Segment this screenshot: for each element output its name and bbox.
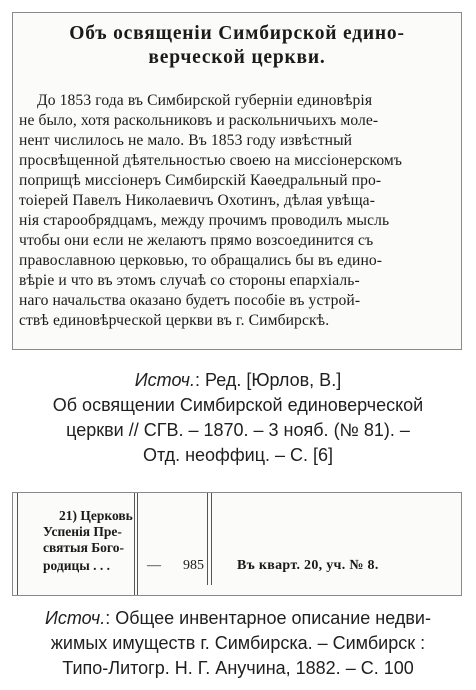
column-divider <box>134 493 135 595</box>
caption2-title: : Общее инвентарное описание недви- <box>105 608 431 628</box>
article-line: поприщѣ миссіонеръ Симбирскій Каѳедральный про- <box>19 172 382 189</box>
caption1-author: : Ред. [Юрлов, В.] <box>194 370 342 390</box>
inventory-entry-line: 21) Церковь <box>59 508 133 523</box>
caption2-line2: жимых имуществ г. Симбирска. – Симбирск : <box>50 633 426 653</box>
article-line: нія старообрядцамъ, между прочимъ проводилъ мысль <box>19 212 390 229</box>
inventory-entry-line: святыя Бого- <box>43 540 124 555</box>
column-divider <box>137 493 138 595</box>
article-title-line1: Объ освященіи Симбирской едино- <box>69 23 405 44</box>
inventory-number: 985 <box>183 558 204 573</box>
caption1-source-prefix: Источ. <box>134 370 195 390</box>
caption2-line3: Типо-Литогр. Н. Г. Анучина, 1882. – С. 100 <box>62 658 414 678</box>
inventory-location: Въ кварт. 20, уч. № 8. <box>237 558 379 573</box>
article-line: вѣріе и что въ этомъ случаѣ со стороны епархіаль- <box>19 272 360 289</box>
article-line: нент числилось не мало. Въ 1853 году извѣстный <box>19 132 353 149</box>
caption1-line4: Отд. неоффиц. – С. [6] <box>142 445 334 465</box>
caption2-line1 <box>0 606 476 630</box>
inventory-scan <box>12 492 462 596</box>
caption1-line1 <box>0 368 476 392</box>
article-line: чтобы они если не желаютъ прямо возсоединится съ <box>19 232 374 249</box>
article-line: наго начальства оказано будетъ пособіе въ устрой- <box>19 292 361 309</box>
column-divider <box>207 493 208 585</box>
article-line: просвѣщенной дѣятельностью своею на миссіонерскомъ <box>19 152 403 169</box>
inventory-entry-line: Успенія Пре- <box>43 524 122 539</box>
caption2-source-prefix: Источ. <box>45 608 106 628</box>
article-line: не было, хотя раскольниковъ и раскольничьихъ моле- <box>19 112 379 129</box>
article-scan <box>12 12 462 350</box>
inventory-dash: — <box>147 558 161 573</box>
article-title-line2: верческой церкви. <box>148 47 326 68</box>
caption1-line2: Об освящении Симбирской единоверческой <box>52 395 424 415</box>
article-line: ствѣ единовѣрческой церкви въ г. Симбирскѣ. <box>19 312 330 329</box>
caption1-line3: церкви // СГВ. – 1870. – 3 нояб. (№ 81). – <box>66 420 410 440</box>
article-line: До 1853 года въ Симбирской губерніи единовѣрія <box>37 92 373 109</box>
article-line: тоіерей Павелъ Николаевичъ Охотинъ, дѣлая увѣща- <box>19 192 376 209</box>
article-line: православною церковью, то обращались бы въ едино- <box>19 252 383 269</box>
column-divider <box>211 493 212 585</box>
inventory-entry-line: родицы . . . <box>43 558 111 573</box>
column-divider <box>17 493 18 595</box>
